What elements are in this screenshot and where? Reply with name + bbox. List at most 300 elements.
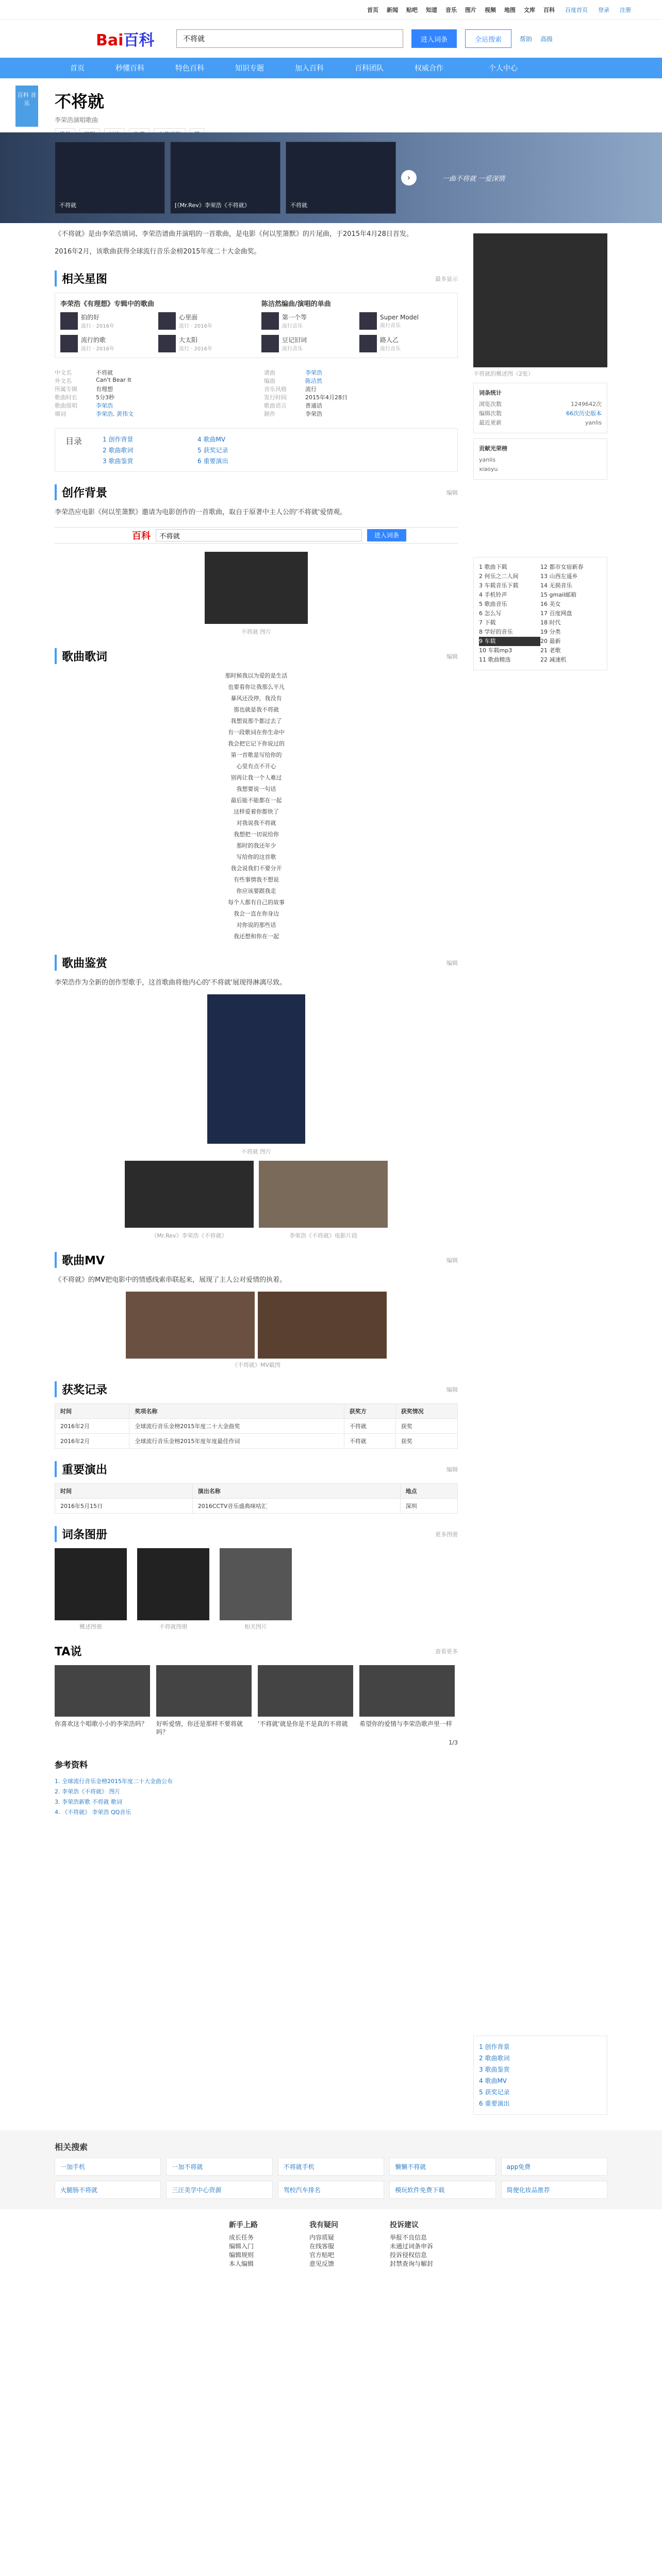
table-cell: 获奖 bbox=[395, 1419, 457, 1434]
section-text: 李荣浩应电影《何以笙箫默》邀请为电影创作的一首歌曲，取自于原著中主人公的'不将就'爱情观。 bbox=[55, 509, 347, 516]
related-item[interactable]: 一加不将就 bbox=[166, 2158, 272, 2176]
info-value[interactable]: 李荣浩 bbox=[305, 369, 322, 376]
video-thumb[interactable] bbox=[259, 1161, 388, 1228]
top-nav bbox=[367, 6, 555, 14]
top-nav-5[interactable]: 图片 bbox=[465, 6, 476, 13]
star-box bbox=[55, 293, 458, 358]
song-item[interactable] bbox=[261, 335, 354, 352]
side-toc-item[interactable]: 8 学好的音乐 bbox=[479, 629, 513, 635]
info-value: 有理想 bbox=[96, 386, 113, 393]
section-title-text: 歌曲鉴赏 bbox=[62, 957, 108, 970]
info-value[interactable]: 李荣浩 bbox=[96, 402, 113, 409]
gallery-item[interactable] bbox=[220, 1548, 292, 1631]
side-toc-item[interactable]: 1 歌曲下载 bbox=[479, 564, 507, 570]
entry-header bbox=[0, 78, 662, 132]
help-link[interactable]: 帮助 bbox=[520, 35, 533, 43]
side-toc-item[interactable]: 16 美女 bbox=[540, 601, 561, 607]
related-item[interactable]: 一加手机 bbox=[55, 2158, 161, 2176]
info-row bbox=[264, 377, 458, 385]
info-row bbox=[264, 393, 458, 401]
side-toc-item[interactable]: 21 老歌 bbox=[540, 647, 561, 654]
ta-card[interactable] bbox=[156, 1665, 252, 1736]
star-col-head: 陈洁然编曲/演唱的单曲 bbox=[261, 300, 331, 308]
ta-image bbox=[55, 1665, 150, 1717]
sticky-search-input[interactable] bbox=[156, 529, 362, 541]
figure-caption: 《不将就》MV截图 bbox=[231, 1362, 280, 1368]
footer-link[interactable]: 编辑规则 bbox=[228, 2251, 254, 2259]
gallery-title-text: 词条图册 bbox=[62, 1529, 108, 1541]
info-value: 李荣浩 bbox=[305, 411, 322, 417]
song-name: 第一个等 bbox=[282, 314, 307, 321]
footer-link[interactable]: 投诉侵权信息 bbox=[389, 2251, 427, 2259]
star-col bbox=[261, 298, 452, 352]
lyric-line: 那时候我以为爱的是生活 bbox=[225, 672, 288, 679]
ref-item[interactable]: 4. 《不将就》 李荣浩 QQ音乐 bbox=[55, 1809, 131, 1816]
info-value: 5分3秒 bbox=[96, 394, 114, 401]
song-thumb bbox=[261, 312, 279, 330]
figure-image[interactable] bbox=[207, 994, 305, 1144]
footer-link[interactable]: 意见反馈 bbox=[309, 2260, 334, 2267]
floating-toc bbox=[473, 2036, 607, 2115]
top-nav-4[interactable]: 音乐 bbox=[445, 6, 457, 13]
gallery-item[interactable] bbox=[55, 1548, 127, 1631]
gallery-caption: 相关图片 bbox=[244, 1623, 267, 1630]
main-nav bbox=[0, 58, 662, 78]
intro-paragraph: 2016年2月，该歌曲获得全球流行音乐金榜2015年度二十大金曲奖。 bbox=[55, 248, 261, 256]
section-title-text: 获奖记录 bbox=[62, 1384, 108, 1397]
sticky-search-bar bbox=[55, 527, 458, 544]
side-toc-item[interactable]: 9 车载 bbox=[479, 637, 540, 646]
video-row bbox=[55, 1161, 458, 1240]
next-arrow-icon[interactable]: › bbox=[401, 170, 417, 185]
song-sub: 流行 · 2016年 bbox=[81, 324, 114, 329]
related-item[interactable]: 三汪美学中心资源 bbox=[166, 2181, 272, 2199]
song-thumb bbox=[158, 312, 176, 330]
ref-item[interactable]: 2. 李荣浩《不将就》 图片 bbox=[55, 1788, 121, 1795]
toc-item[interactable]: 5 获奖记录 bbox=[197, 447, 228, 454]
lyric-line: 第一首歌是写给你的 bbox=[230, 752, 282, 758]
lyrics bbox=[55, 670, 458, 942]
ta-image bbox=[156, 1665, 252, 1717]
entry-subtitle: 李荣浩演唱歌曲 bbox=[55, 116, 98, 124]
song-sub: 流行 · 2016年 bbox=[81, 346, 114, 352]
related-item[interactable]: 驾校汽车排名 bbox=[278, 2181, 384, 2199]
toc-item[interactable]: 6 重要演出 bbox=[197, 457, 228, 465]
ta-card[interactable] bbox=[258, 1665, 353, 1736]
advanced-link[interactable]: 高级 bbox=[540, 35, 553, 43]
table-header: 时间 bbox=[55, 1404, 129, 1419]
stats-title: 词条统计 bbox=[479, 389, 502, 396]
side-toc-item[interactable]: 15 gmail邮箱 bbox=[540, 591, 577, 598]
table-header: 获奖情况 bbox=[395, 1404, 457, 1419]
song-sub: 流行音乐 bbox=[380, 346, 401, 352]
info-value[interactable]: 李荣浩, 黄伟文 bbox=[96, 411, 134, 417]
top-nav-1[interactable]: 新闻 bbox=[387, 6, 398, 13]
nav-home[interactable]: 首页 bbox=[70, 64, 85, 73]
footer-col bbox=[390, 2219, 433, 2268]
nav-miaodong[interactable]: 秒懂百科 bbox=[115, 64, 144, 73]
info-key: 外文名 bbox=[55, 378, 72, 384]
star-col-head: 李荣浩《有理想》专辑中的歌曲 bbox=[60, 300, 155, 308]
banner-watermark: 一曲不将就 一爱深情 bbox=[442, 175, 505, 183]
section-title-text: 歌曲MV bbox=[62, 1255, 105, 1267]
lyric-line: 有些事情我不想说 bbox=[234, 876, 279, 883]
related-item[interactable]: 火腿肠不将就 bbox=[55, 2181, 161, 2199]
top-nav-0[interactable]: 首页 bbox=[367, 6, 378, 13]
side-toc-item[interactable]: 17 百度网盘 bbox=[540, 610, 572, 617]
baidu-home-link[interactable]: 百度首页 bbox=[565, 6, 588, 13]
login-link[interactable]: 登录 bbox=[598, 6, 609, 13]
nav-team[interactable]: 百科团队 bbox=[355, 64, 384, 73]
baike-logo[interactable] bbox=[96, 27, 168, 50]
footer-col bbox=[229, 2219, 258, 2268]
lyric-line: 每个人都有自己的故事 bbox=[228, 899, 285, 906]
gallery-caption: 概述图册 bbox=[79, 1623, 102, 1630]
table-cell: 全球流行音乐金榜2015年度二十大金曲奖 bbox=[129, 1419, 344, 1434]
banner-card[interactable]: 不将就 bbox=[286, 142, 396, 214]
stars-more-link[interactable]: 最多显示 bbox=[435, 275, 458, 282]
side-toc-col bbox=[479, 563, 540, 665]
side-toc-item[interactable]: 6 怎么写 bbox=[479, 610, 502, 617]
lyric-line: 最后能不能都在一起 bbox=[230, 797, 282, 804]
ta-more-link[interactable]: 查看更多 bbox=[435, 1648, 458, 1655]
song-name: Super Model bbox=[380, 313, 419, 321]
side-toc-item[interactable]: 19 分类 bbox=[540, 629, 561, 635]
sticky-logo[interactable]: 百科 bbox=[132, 531, 151, 541]
star-col bbox=[60, 298, 251, 352]
table-header: 奖项名称 bbox=[129, 1404, 344, 1419]
side-toc-col bbox=[540, 563, 602, 665]
section-edit-link[interactable]: 编辑 bbox=[446, 1257, 458, 1264]
footer bbox=[0, 2209, 662, 2278]
song-thumb bbox=[261, 335, 279, 352]
related-item[interactable]: app免费 bbox=[501, 2158, 607, 2176]
info-key: 歌曲语言 bbox=[264, 402, 287, 409]
stats-panel bbox=[473, 383, 607, 433]
footer-link[interactable]: 官方贴吧 bbox=[309, 2251, 334, 2259]
footer-link[interactable]: 封禁查询与解封 bbox=[389, 2260, 433, 2267]
basic-info bbox=[55, 368, 458, 418]
table-header: 演出名称 bbox=[192, 1484, 400, 1499]
song-item[interactable] bbox=[261, 312, 354, 330]
footer-link[interactable]: 在线客服 bbox=[309, 2243, 334, 2250]
side-toc-item[interactable]: 18 时代 bbox=[540, 619, 561, 626]
info-row bbox=[55, 385, 249, 393]
stat-line bbox=[479, 409, 602, 418]
figure bbox=[55, 1292, 458, 1369]
table-cell: 2016年2月 bbox=[55, 1419, 129, 1434]
footer-col-title: 新手上路 bbox=[228, 2221, 258, 2229]
toc-list bbox=[103, 435, 290, 465]
personal-center-link[interactable]: 个人中心 bbox=[489, 64, 518, 73]
gallery-image bbox=[220, 1548, 292, 1620]
top-nav-6[interactable]: 视频 bbox=[485, 6, 496, 13]
video-thumb[interactable] bbox=[125, 1161, 254, 1228]
song-name: 路人乙 bbox=[380, 336, 399, 344]
gallery bbox=[55, 1548, 458, 1631]
info-row bbox=[264, 385, 458, 393]
footer-link[interactable]: 编辑入门 bbox=[228, 2243, 254, 2250]
lyric-line: 我想把一切说给你 bbox=[234, 831, 279, 838]
figure-caption: 不将就 图片 bbox=[241, 1148, 272, 1155]
song-item[interactable] bbox=[158, 335, 251, 352]
lyric-line: 我想要说一句话 bbox=[236, 786, 276, 792]
footer-link[interactable]: 举报不良信息 bbox=[389, 2234, 427, 2241]
gallery-image bbox=[137, 1548, 209, 1620]
figure-image[interactable] bbox=[205, 552, 308, 624]
side-image-caption[interactable]: 不将就的概述图（2张） bbox=[473, 370, 534, 377]
video-banner bbox=[0, 132, 662, 223]
video-caption: 《Mr.Rev》李荣浩《不将就》 bbox=[151, 1232, 227, 1239]
contrib-line[interactable]: yanlis bbox=[479, 456, 496, 463]
rank-badge[interactable]: 百科 音乐 bbox=[15, 86, 38, 127]
song-item[interactable] bbox=[158, 312, 251, 330]
lyric-line: 那时的我还年少 bbox=[236, 842, 276, 849]
lyric-line: 也要看你让我那么平凡 bbox=[228, 684, 285, 690]
search-row bbox=[0, 20, 662, 58]
toc-item[interactable]: 2 歌曲歌词 bbox=[103, 447, 134, 454]
refs-list bbox=[55, 1776, 458, 1818]
floating-toc-item[interactable]: 1 创作背景 bbox=[479, 2043, 510, 2050]
refs-title bbox=[55, 1758, 458, 1770]
enter-entry-button[interactable]: 进入词条 bbox=[411, 29, 457, 48]
banner-card[interactable]: 不将就 bbox=[55, 142, 165, 214]
related-item[interactable]: 模玩软件免费下载 bbox=[389, 2181, 495, 2199]
song-sub: 流行音乐 bbox=[380, 323, 401, 329]
stat-key: 浏览次数 bbox=[479, 401, 502, 408]
table-header-row bbox=[55, 1484, 458, 1499]
section-edit-link[interactable]: 编辑 bbox=[446, 959, 458, 967]
top-nav-2[interactable]: 贴吧 bbox=[406, 6, 418, 13]
song-sub: 流行 · 2016年 bbox=[179, 324, 212, 329]
logo-text-a: Bai bbox=[96, 31, 124, 49]
ta-grid bbox=[55, 1665, 458, 1736]
song-item[interactable] bbox=[60, 335, 153, 352]
info-key: 编曲 bbox=[264, 378, 275, 384]
side-toc-item[interactable]: 12 都市女宿新春 bbox=[540, 564, 584, 570]
gallery-caption: 不将就图册 bbox=[159, 1623, 188, 1630]
lyric-line: 写给你的这首歌 bbox=[236, 854, 276, 860]
sticky-enter-button[interactable]: 进入词条 bbox=[367, 529, 406, 541]
info-key: 中文名 bbox=[55, 369, 72, 376]
related-title: 相关搜索 bbox=[55, 2142, 88, 2152]
related-item[interactable]: 简便化妆品推荐 bbox=[501, 2181, 607, 2199]
intro-paragraph: 《不将就》是由李荣浩填词、李荣浩谱曲并演唱的一首歌曲，是电影《何以笙箫默》的片尾曲，于2015年4月28日首发。 bbox=[55, 230, 413, 238]
toc-item[interactable]: 3 歌曲鉴赏 bbox=[103, 457, 134, 465]
table-header: 时间 bbox=[55, 1484, 193, 1499]
side-toc-item[interactable]: 3 车载音乐下载 bbox=[479, 582, 519, 589]
related-search bbox=[0, 2130, 662, 2209]
related-grid bbox=[55, 2158, 607, 2199]
info-key: 发行时间 bbox=[264, 394, 287, 401]
stat-line bbox=[479, 418, 602, 428]
info-row bbox=[55, 368, 249, 377]
info-value: 2015年4月28日 bbox=[305, 394, 347, 401]
table-cell: 深圳 bbox=[400, 1499, 457, 1514]
entry-title: 不将就 bbox=[55, 92, 105, 111]
nav-featured[interactable]: 特色百科 bbox=[175, 64, 204, 73]
table-cell: 2016年2月 bbox=[55, 1434, 129, 1449]
floating-toc-item[interactable]: 4 歌曲MV bbox=[479, 2077, 507, 2084]
song-grid bbox=[60, 312, 251, 352]
side-toc-item[interactable]: 11 歌曲精选 bbox=[479, 656, 511, 663]
banner-card[interactable]: [《Mr.Rev》李荣浩《不将就》 bbox=[170, 142, 280, 214]
stat-value: 1249642次 bbox=[571, 401, 602, 408]
side-toc-item[interactable]: 4 手机铃声 bbox=[479, 591, 507, 598]
lyric-line: 我会一直在你身边 bbox=[234, 910, 279, 917]
footer-col-title: 我有疑问 bbox=[309, 2221, 338, 2229]
stat-value: yanlis bbox=[585, 419, 602, 426]
nav-partners[interactable]: 权威合作 bbox=[415, 64, 443, 73]
top-nav-3[interactable]: 知道 bbox=[426, 6, 437, 13]
mv-images bbox=[55, 1292, 458, 1359]
main-column bbox=[55, 223, 458, 2115]
gallery-item[interactable] bbox=[137, 1548, 209, 1631]
section-title-text: 重要演出 bbox=[62, 1464, 108, 1477]
section-title bbox=[55, 1381, 458, 1397]
song-item[interactable] bbox=[359, 335, 452, 352]
side-toc-item[interactable]: 2 何乐之二人间 bbox=[479, 573, 519, 580]
ta-pager[interactable]: 1/3 bbox=[449, 1739, 458, 1746]
section-edit-link[interactable]: 编辑 bbox=[446, 1386, 458, 1393]
section-edit-link[interactable]: 编辑 bbox=[446, 489, 458, 496]
awards-table bbox=[55, 1403, 458, 1449]
floating-toc-item[interactable]: 3 歌曲鉴赏 bbox=[479, 2066, 510, 2073]
lyric-line: 有一段歌词在你生命中 bbox=[228, 729, 285, 736]
table-cell: 2016CCTV音乐盛典咪咕汇 bbox=[192, 1499, 400, 1514]
lyric-line: 对我说我不将就 bbox=[236, 820, 276, 826]
nav-join[interactable]: 加入百科 bbox=[295, 64, 324, 73]
section-edit-link[interactable]: 编辑 bbox=[446, 1466, 458, 1473]
gallery-title bbox=[55, 1526, 458, 1542]
top-nav-9[interactable]: 百科 bbox=[543, 6, 555, 13]
basic-info-left bbox=[55, 368, 249, 418]
toc-label: 目录 bbox=[65, 436, 82, 446]
table-header: 获奖方 bbox=[344, 1404, 395, 1419]
ta-card[interactable] bbox=[55, 1665, 150, 1736]
song-grid bbox=[261, 312, 452, 352]
content bbox=[0, 223, 662, 2115]
info-value: Can't Bear It bbox=[96, 377, 131, 383]
song-sub: 流行 · 2016年 bbox=[179, 346, 212, 352]
toc-item[interactable]: 4 歌曲MV bbox=[197, 436, 226, 443]
mv-image[interactable] bbox=[126, 1292, 255, 1359]
side-toc-item[interactable]: 5 歌曲音乐 bbox=[479, 601, 507, 607]
stat-value[interactable]: 66次历史版本 bbox=[566, 410, 602, 417]
site-search-button[interactable]: 全站搜索 bbox=[465, 29, 511, 48]
info-value: 普通话 bbox=[305, 402, 322, 409]
footer-link[interactable]: 本人编辑 bbox=[228, 2260, 254, 2267]
side-toc-item[interactable]: 7 下载 bbox=[479, 619, 496, 626]
ref-item[interactable]: 1. 全球流行音乐金榜2015年度二十大金曲公布 bbox=[55, 1778, 173, 1785]
song-name: 豆记旧词 bbox=[282, 336, 307, 344]
song-sub: 流行音乐 bbox=[282, 346, 303, 352]
info-row bbox=[264, 368, 458, 377]
lyric-line: 我会说我们不要分开 bbox=[230, 865, 282, 872]
related-item[interactable]: 不将就手机 bbox=[278, 2158, 384, 2176]
table-cell: 2016年5月15日 bbox=[55, 1499, 193, 1514]
song-thumb bbox=[60, 335, 78, 352]
song-name: 大太阳 bbox=[179, 336, 198, 344]
section-title bbox=[55, 955, 458, 971]
section-title bbox=[55, 648, 458, 664]
song-thumb bbox=[359, 312, 377, 330]
footer-col bbox=[309, 2219, 338, 2268]
contrib-title: 贡献光荣榜 bbox=[479, 445, 507, 452]
lyric-line: 我还想和你在一起 bbox=[234, 933, 279, 940]
related-item[interactable]: 懒懒不将就 bbox=[389, 2158, 495, 2176]
ta-image bbox=[258, 1665, 353, 1717]
song-thumb bbox=[359, 335, 377, 352]
section-title bbox=[55, 1252, 458, 1268]
section-title bbox=[55, 484, 458, 500]
register-link[interactable]: 注册 bbox=[620, 6, 631, 13]
mv-image[interactable] bbox=[258, 1292, 387, 1359]
figure bbox=[55, 552, 458, 636]
floating-toc-item[interactable]: 2 歌曲歌词 bbox=[479, 2055, 510, 2062]
floating-toc-item[interactable]: 5 获奖记录 bbox=[479, 2089, 510, 2096]
section-title bbox=[55, 1461, 458, 1477]
info-key: 音乐风格 bbox=[264, 386, 287, 393]
song-item[interactable] bbox=[60, 312, 153, 330]
side-toc-item[interactable]: 20 最新 bbox=[540, 638, 561, 645]
ta-title bbox=[55, 1643, 458, 1659]
basic-info-right bbox=[264, 368, 458, 418]
footer-link[interactable]: 成长任务 bbox=[228, 2234, 254, 2241]
table-header: 地点 bbox=[400, 1484, 457, 1499]
info-row bbox=[55, 410, 249, 418]
refs-title-text: 参考资料 bbox=[55, 1760, 88, 1770]
song-name: 流行的歌 bbox=[81, 336, 106, 344]
gallery-more-link[interactable]: 更多图册 bbox=[435, 1531, 458, 1538]
top-nav-8[interactable]: 文库 bbox=[524, 6, 535, 13]
ta-card-title: 你喜欢这个唱歌小小的李荣浩吗？ bbox=[55, 1720, 148, 1727]
stat-line bbox=[479, 400, 602, 409]
song-name: 拍的好 bbox=[81, 314, 100, 321]
lyric-line: 这样爱着你都快了 bbox=[234, 808, 279, 815]
side-image[interactable] bbox=[473, 233, 607, 367]
floating-toc-item[interactable]: 6 重要演出 bbox=[479, 2100, 510, 2107]
table-cell: 获奖 bbox=[395, 1434, 457, 1449]
side-toc-item[interactable]: 10 车载mp3 bbox=[479, 647, 512, 654]
song-item[interactable] bbox=[359, 312, 452, 330]
ta-card[interactable] bbox=[359, 1665, 455, 1736]
side-toc-item[interactable]: 13 山西左遥乡 bbox=[540, 573, 578, 580]
section-edit-link[interactable]: 编辑 bbox=[446, 653, 458, 660]
info-key: 歌曲原唱 bbox=[55, 402, 77, 409]
figure bbox=[55, 994, 458, 1156]
side-toc-item[interactable]: 22 减速机 bbox=[540, 656, 567, 663]
side-toc bbox=[473, 557, 607, 670]
ref-item[interactable]: 3. 李荣浩新歌 不将就 歌词 bbox=[55, 1799, 122, 1805]
footer-col-title: 投诉建议 bbox=[389, 2221, 419, 2229]
side-toc-item[interactable]: 14 无损音乐 bbox=[540, 582, 572, 589]
song-thumb bbox=[60, 312, 78, 330]
info-value[interactable]: 陈洁然 bbox=[305, 378, 322, 384]
footer-link[interactable]: 未通过词条申诉 bbox=[389, 2243, 433, 2250]
top-nav-7[interactable]: 地图 bbox=[504, 6, 516, 13]
nav-topics[interactable]: 知识专题 bbox=[235, 64, 264, 73]
table-row bbox=[55, 1419, 458, 1434]
section-title-text: 创作背景 bbox=[62, 487, 108, 500]
contrib-line[interactable]: xiaoyu bbox=[479, 466, 498, 472]
table-cell: 不将就 bbox=[344, 1419, 395, 1434]
toc-item[interactable]: 1 创作背景 bbox=[103, 436, 134, 443]
section-title-text: 歌曲歌词 bbox=[62, 651, 108, 664]
logo-text-b: 百科 bbox=[123, 31, 155, 49]
footer-link[interactable]: 内容质疑 bbox=[309, 2234, 334, 2241]
search-input[interactable] bbox=[176, 29, 403, 48]
